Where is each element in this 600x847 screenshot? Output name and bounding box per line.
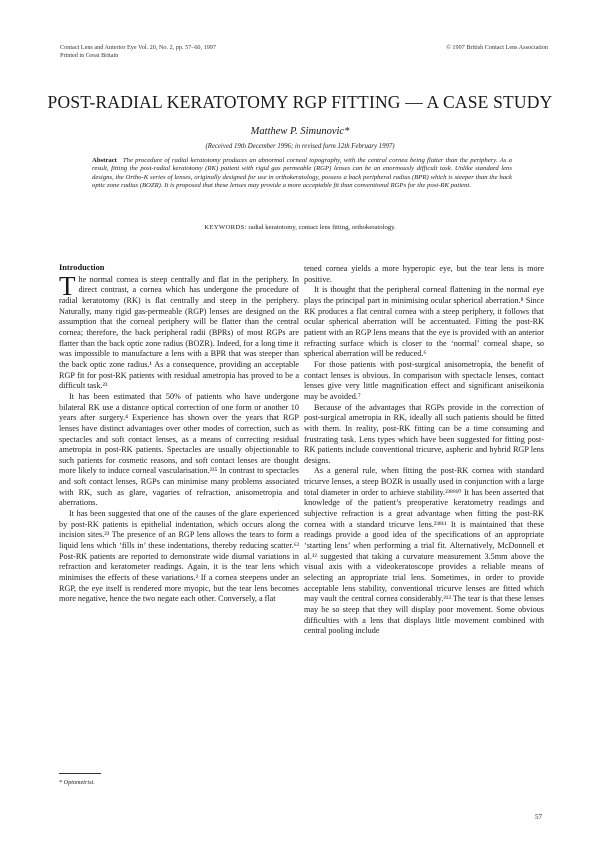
- keywords-text: radial keratotomy, contact lens fitting, orthokeratology.: [248, 224, 396, 231]
- paragraph: tened cornea yields a more hyperopic eye, but the tear lens is more positive.: [304, 264, 544, 284]
- article-title: POST-RADIAL KERATOTOMY RGP FITTING — A CASE STUDY: [47, 92, 553, 112]
- paragraph-text: he normal cornea is steep centrally and flat in the periphery. In direct contrast, a cornea which has undergone the procedure of radial keratotomy (RK) is flat centrally and steep in the periphery. Naturally, many rigid gas-permeable (RGP) lenses are designed on the assumption that the corneal periphery will be flatter than the central cornea; therefore, the back peripheral radii (BPRs) of most RGPs are flatter than the back optic zone radius (BOZR). Indeed, for a long time it was impossible to manufacture a lens with a BPR that was steeper than the back optic zone radius.¹ As a consequence, providing an acceptable RGP fit for post-RK patients with residual ametropia has proved to be a difficult task.²³: [59, 274, 299, 391]
- abstract-text: The procedure of radial keratotomy produces an abnormal corneal topography, with the central cornea being flatter than the periphery. As a result, fitting the post-radial keratotomy (RK) patient with rigid gas permeable (RGP) lenses can be an enormously difficult task. Unlike standard lens designs, the Ortho-K series of lenses, originally designed for use in orthokeratology, possess a back peripheral radius (BPR) which is steeper than the back optic zone radius (BOZR). It is proposed that these lenses may provide a more acceptable fit than conventional RGPs for the post-RK patient.: [92, 157, 512, 190]
- page-number: 57: [535, 813, 542, 821]
- paragraph: For those patients with post-surgical anisometropia, the benefit of contact lenses is obvious. In comparison with spectacle lenses, contact lenses give very little magnification effect and significant aniseikonia may be avoided.⁷: [304, 359, 544, 401]
- right-column: [304, 264, 544, 637]
- paragraph: Because of the advantages that RGPs provide in the correction of post-surgical ametropia in RK, ideally all such patients should be fitted with them. In reality, post-RK fitting can be a time consuming and frustrating task. Lens types which have been suggested for fitting post-RK patients include conventional tricurve, aspheric and hybrid RGP lens designs.: [304, 402, 544, 465]
- paragraph: It has been estimated that 50% of patients who have undergone bilateral RK use a distance optical correction of one form or another 10 years after surgery.⁴ Experience has shown over the years that RGP lenses have distinct advantages over other modes of correction, such as spectacles and soft contact lenses, as a means of correcting residual ametropia in post-RK patients. Spectacles are usually objectionable to such patients for cosmetic reasons, and soft contact lenses are thought more likely to induce corneal vascularisation.²³⁵ In contrast to spectacles and soft contact lenses, RGPs can minimise many problems associated with RK, such as glare, vagaries of refraction, anisometropia and aberrations.: [59, 391, 299, 508]
- left-column: [59, 263, 299, 605]
- abstract-label: Abstract: [92, 157, 117, 164]
- footnote: * Optometrist.: [59, 779, 95, 786]
- copyright-notice: © 1997 British Contact Lens Association: [446, 44, 548, 51]
- received-dates: (Received 19th December 1996; in revised form 12th February 1997): [205, 143, 395, 150]
- running-header: [60, 44, 216, 60]
- paragraph: It has been suggested that one of the causes of the glare experienced by post-RK patients is epithelial indentation, which occurs along the incision sites.²³ The presence of an RGP lens allows the tears to form a liquid lens which ‘fills in’ these indentations, thereby reducing scatter.⁶³ Post-RK patients are reported to demonstrate wide diurnal variations in refraction and keratometer readings. Again, it is the tear lens which minimises the effects of these variations.² If a cornea steepens under an RGP, the eye itself is rendered more myopic, but the tear lens becomes more negative, hence the two negate each other. Conversely, a flat: [59, 509, 299, 604]
- paragraph: As a general rule, when fitting the post-RK cornea with standard tricurve lenses, a steep BOZR is usually used in conjunction with a large total diameter in order to achieve stability.²³⁸⁹¹⁰ It has been asserted that knowledge of the patient’s preoperative keratometry readings and subjective refraction is a great advantage when fitting the post-RK cornea with a standard tricurve lens.²³⁸¹¹ It is maintained that these readings provide a good idea of the specifications of an appropriate ‘starting lens’ when performing a trial fit. Alternatively, McDonnell et al.¹² suggested that taking a curvature measurement 3.5mm above the visual axis with a videokeratoscope provides a reliable means of selecting an appropriate trial lens. Sometimes, in order to provide acceptable lens stability, conventional tricurve lenses are fitted which may vault the central cornea considerably.²¹³ The tear is that these lenses may be so steep that they will display poor movement. Some obvious difficulties with a lens that displays little movement combined with central pooling include: [304, 466, 544, 636]
- paragraph: It is thought that the peripheral corneal flattening in the normal eye plays the principal part in minimising ocular spherical aberration.⁸ Since RK produces a flat central cornea with a steep periphery, it follows that ocular spherical aberration will be accentuated. Fitting the post-RK patient with an RGP lens means that the eye is provided with an anterior refracting surface which is closer to the ‘normal’ corneal shape, so spherical aberration will be reduced.⁶: [304, 285, 544, 359]
- abstract: [92, 157, 512, 191]
- paragraph: [59, 270, 299, 392]
- author: Matthew P. Simunovic*: [250, 126, 350, 137]
- printed-in: Printed in Great Britain: [60, 52, 119, 59]
- journal-citation: Contact Lens and Anterior Eye Vol. 20, No. 2, pp. 57–60, 1997: [60, 44, 216, 51]
- keywords-label: KEYWORDS:: [204, 224, 247, 231]
- footnote-rule: [59, 773, 101, 774]
- section-heading-introduction: Introduction: [59, 263, 105, 272]
- keywords: [60, 224, 540, 231]
- drop-cap: T: [59, 270, 76, 301]
